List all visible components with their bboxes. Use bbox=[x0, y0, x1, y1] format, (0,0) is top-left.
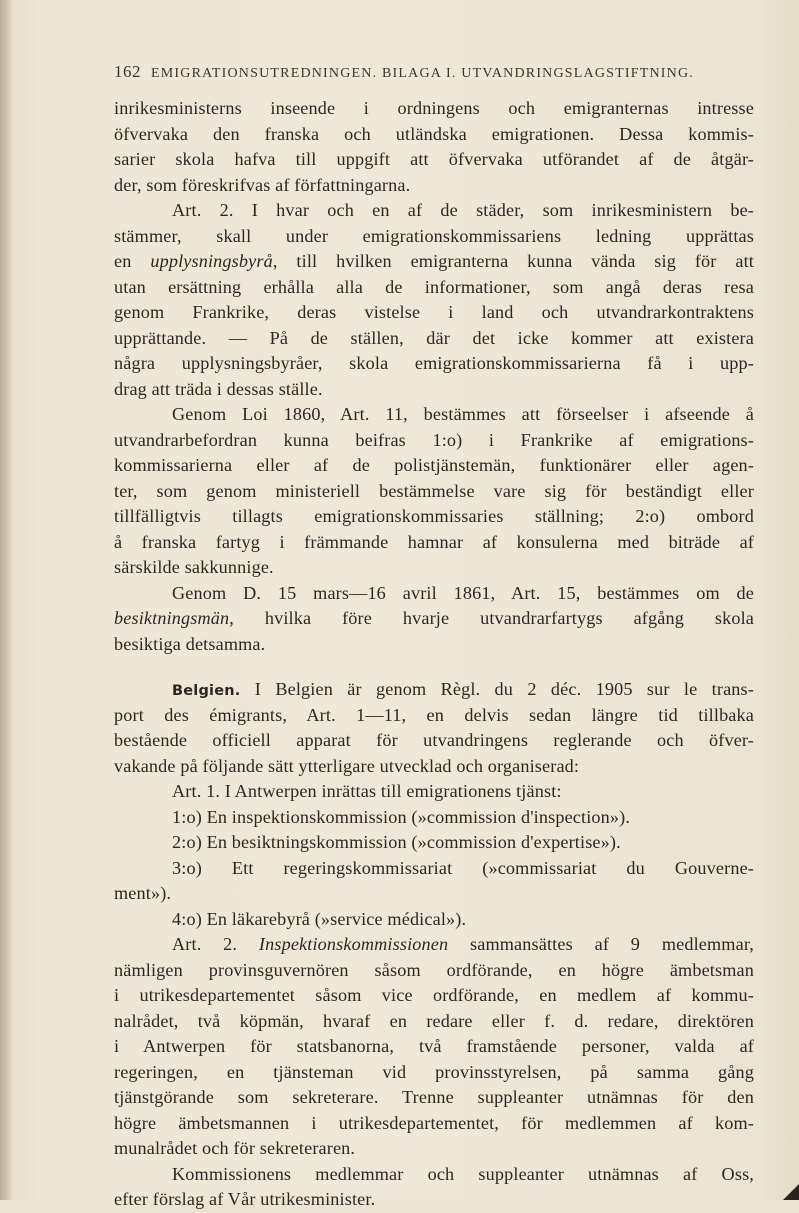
text-line: Belgien. I Belgien är genom Règl. du 2 déc. 1905 sur le trans- bbox=[172, 679, 754, 699]
italic-term: Inspektionskommissionen bbox=[258, 934, 449, 954]
text-line: Kommissionens medlemmar och suppleanter utnämnas af Oss, bbox=[172, 1163, 754, 1184]
text-line: tillfälligtvis tillagts emigrationskommissaries ställning; 2:o) ombord bbox=[114, 506, 754, 526]
list-item: 2:o) En besiktningskommission (»commission d'expertise»). bbox=[172, 832, 621, 852]
running-title: EMIGRATIONSUTREDNINGEN. BILAGA I. UTVANDRINGSLAGSTIFTNING. bbox=[151, 66, 694, 81]
text-line: besiktiga detsamma. bbox=[114, 633, 266, 654]
text-line: efter förslag af Vår utrikesminister. bbox=[114, 1189, 376, 1209]
text-line: utvandrarbefordran kunna beifras 1:o) i Frankrike af emigrations- bbox=[114, 429, 754, 450]
section-heading-belgien: Belgien. bbox=[172, 683, 241, 699]
page-number: 162 bbox=[114, 62, 141, 81]
text-line: Art. 1. I Antwerpen inrättas till emigrationens tjänst: bbox=[172, 781, 562, 801]
text-line: Art. 2. I hvar och en af de städer, som inrikesministern be- bbox=[172, 200, 754, 220]
text-line: å franska fartyg i främmande hamnar af konsulerna med biträde af bbox=[114, 531, 754, 552]
text-line: munalrådet och för sekreteraren. bbox=[114, 1138, 356, 1158]
text-line: der, som föreskrifvas af författningarna. bbox=[114, 174, 411, 195]
text-line: en upplysningsbyrå, till hvilken emigranterna kunna vända sig för att bbox=[114, 251, 754, 271]
text-line: genom Frankrike, deras vistelse i land och utvandrarkontraktens bbox=[114, 302, 754, 322]
text-line: upprättande. — På de ställen, där det icke kommer att existera bbox=[114, 327, 754, 348]
text-line: bestående officiell apparat för utvandringens reglerande och öfver- bbox=[114, 730, 754, 750]
text-line: drag att träda i dessas ställe. bbox=[114, 378, 323, 399]
text-line: Genom Loi 1860, Art. 11, bestämmes att förseelser i afseende å bbox=[172, 404, 754, 424]
italic-term: upplysningsbyrå bbox=[150, 251, 273, 271]
text-line: ment»). bbox=[114, 883, 172, 903]
text-line: Art. 2. Inspektionskommissionen sammansättes af 9 medlemmar, bbox=[172, 934, 754, 954]
text-line: inrikesministerns inseende i ordningens och emigranternas intresse bbox=[114, 98, 754, 118]
text-line: i utrikesdepartementet såsom vice ordförande, en medlem af kommu- bbox=[114, 985, 754, 1005]
page-binding-edge bbox=[0, 0, 12, 1200]
text-line: öfvervaka den franska och utländska emigrationen. Dessa kommis- bbox=[114, 123, 754, 144]
running-header bbox=[114, 62, 754, 82]
text-line: besiktningsmän, hvilka före hvarje utvandrarfartygs afgång skola bbox=[114, 608, 754, 628]
text-line: port des émigrants, Art. 1—11, en delvis sedan längre tid tillbaka bbox=[114, 704, 754, 725]
list-item: 3:o) Ett regeringskommissariat (»commissariat du Gouverne- bbox=[172, 857, 754, 878]
text-line: stämmer, skall under emigrationskommissariens ledning upprättas bbox=[114, 225, 754, 246]
text-line: några upplysningsbyråer, skola emigrationskommissarierna få i upp- bbox=[114, 353, 754, 373]
text-line: Genom D. 15 mars—16 avril 1861, Art. 15, bestämmes om de bbox=[172, 582, 754, 603]
text-line: kommissarierna eller af de polistjänstemän, funktionärer eller agen- bbox=[114, 455, 754, 475]
text-line: tjänstgörande som sekreterare. Trenne suppleanter utnämnas för den bbox=[114, 1087, 754, 1107]
list-item: 1:o) En inspektionskommission (»commission d'inspection»). bbox=[172, 806, 631, 827]
text-line: särskilde sakkunnige. bbox=[114, 557, 274, 577]
text-line: högre ämbetsmannen i utrikesdepartementet, för medlemmen af kom- bbox=[114, 1112, 754, 1133]
body-text bbox=[114, 96, 754, 1213]
italic-term: besiktningsmän bbox=[114, 608, 230, 628]
text-line: vakande på följande sätt ytterligare utvecklad och organiserad: bbox=[114, 755, 580, 776]
list-item: 4:o) En läkarebyrå (»service médical»). bbox=[172, 908, 467, 929]
text-line: nämligen provinsguvernören såsom ordförande, en högre ämbetsman bbox=[114, 959, 754, 980]
text-line: i Antwerpen för statsbanorna, två framstående personer, valda af bbox=[114, 1036, 754, 1056]
text-line: nalrådet, två köpmän, hvaraf en redare eller f. d. redare, direktören bbox=[114, 1010, 754, 1031]
text-line: sarier skola hafva till uppgift att öfvervaka utförandet af de åtgär- bbox=[114, 149, 754, 169]
text-line: utan ersättning erhålla alla de informationer, som angå deras resa bbox=[114, 276, 754, 297]
page-corner-mark bbox=[783, 1184, 799, 1200]
text-line: regeringen, en tjänsteman vid provinsstyrelsen, på samma gång bbox=[114, 1061, 754, 1082]
text-line: ter, som genom ministeriell bestämmelse vare sig för beständigt eller bbox=[114, 480, 754, 501]
